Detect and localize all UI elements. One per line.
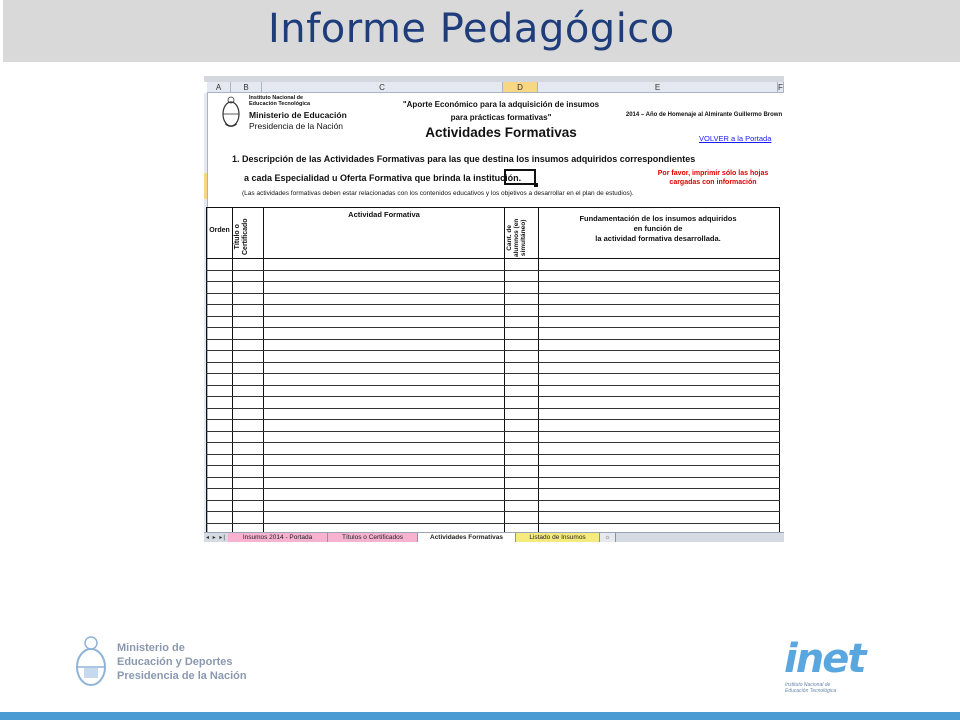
table-row[interactable]	[206, 350, 780, 351]
table-row[interactable]	[206, 465, 780, 466]
column-header-e[interactable]: E	[538, 82, 778, 93]
footer-bar	[0, 712, 960, 720]
selected-cell[interactable]	[504, 169, 536, 185]
relation-note: (Las actividades formativas deben estar relacionadas con los contenidos educativos y los objetivos a desarrollar en el plan de estudios).	[242, 190, 634, 197]
header-titulo: Título o Certificado	[234, 218, 249, 255]
tab-navigation-arrows[interactable]: ◂ ▸ ▸|	[206, 535, 226, 541]
table-row[interactable]	[206, 339, 780, 340]
header-fundamentacion: Fundamentación de los insumos adquiridos en función de la actividad formativa desarrollada.	[579, 214, 737, 243]
table-row[interactable]	[206, 454, 780, 455]
ministry-logo-crest-icon	[72, 634, 110, 690]
table-row[interactable]	[206, 523, 780, 524]
column-header-a[interactable]: A	[207, 82, 231, 93]
table-row[interactable]	[206, 385, 780, 386]
table-row[interactable]	[206, 488, 780, 489]
table-header-divider	[206, 258, 780, 259]
table-row[interactable]	[206, 431, 780, 432]
table-column-divider	[263, 207, 264, 534]
spreadsheet-view	[204, 76, 784, 542]
aporte-heading: "Aporte Económico para la adquisición de insumos para prácticas formativas"	[402, 100, 600, 122]
selected-row-marker	[204, 173, 207, 199]
tab-insumos-portada[interactable]: Insumos 2014 - Portada	[228, 533, 328, 542]
column-header-b[interactable]: B	[231, 82, 262, 93]
sheet-title: Actividades Formativas	[425, 125, 577, 140]
table-row[interactable]	[206, 373, 780, 374]
activities-table	[206, 207, 780, 534]
table-column-divider	[504, 207, 505, 534]
table-column-divider	[538, 207, 539, 534]
header-orden: Orden	[209, 227, 230, 234]
inet-logo: inet	[784, 636, 865, 682]
table-row[interactable]	[206, 304, 780, 305]
header-actividad: Actividad Formativa	[348, 210, 420, 219]
tab-titulos-certificados[interactable]: Títulos o Certificados	[328, 533, 418, 542]
description-line-2: a cada Especialidad u Oferta Formativa que brinda la institución.	[244, 173, 522, 183]
table-row[interactable]	[206, 500, 780, 501]
institute-name: Instituto Nacional de Educación Tecnológica	[249, 95, 311, 107]
header-cantidad: Cant. de alumnos (en simultáneo)	[506, 218, 527, 257]
ministry-logo-text: Ministerio de Educación y Deportes Presidencia de la Nación	[117, 642, 247, 682]
slide-title: Informe Pedagógico	[268, 6, 675, 52]
table-row[interactable]	[206, 327, 780, 328]
table-row[interactable]	[206, 316, 780, 317]
description-line-1: 1. Descripción de las Actividades Formativas para las que destina los insumos adquiridos correspondientes	[232, 154, 696, 164]
table-row[interactable]	[206, 270, 780, 271]
table-row[interactable]	[206, 511, 780, 512]
inet-logo-subtitle: Instituto Nacional de Educación Tecnológica	[785, 682, 837, 694]
table-row[interactable]	[206, 408, 780, 409]
table-row[interactable]	[206, 281, 780, 282]
table-column-divider	[232, 207, 233, 534]
ministry-name: Ministerio de Educación	[249, 110, 347, 120]
new-sheet-icon[interactable]: ☼	[600, 533, 616, 542]
column-header-c[interactable]: C	[262, 82, 503, 93]
column-header-f[interactable]: F	[778, 83, 783, 92]
homenaje-text: 2014 – Año de Homenaje al Almirante Guillermo Brown	[625, 112, 783, 118]
volver-portada-link[interactable]: VOLVER a la Portada	[699, 134, 772, 143]
tab-actividades-formativas[interactable]: Actividades Formativas	[418, 533, 516, 542]
tab-listado-insumos[interactable]: Listado de Insumos	[516, 533, 600, 542]
table-row[interactable]	[206, 362, 780, 363]
table-row[interactable]	[206, 477, 780, 478]
ministry-crest-icon	[220, 94, 242, 130]
table-row[interactable]	[206, 396, 780, 397]
table-row[interactable]	[206, 293, 780, 294]
table-row[interactable]	[206, 442, 780, 443]
column-header-d[interactable]: D	[503, 82, 538, 93]
presidency-name: Presidencia de la Nación	[249, 121, 344, 131]
print-warning: Por favor, imprimir sólo las hojas cargadas con información	[657, 170, 769, 186]
sheet-tab-bar	[204, 532, 784, 542]
table-row[interactable]	[206, 419, 780, 420]
